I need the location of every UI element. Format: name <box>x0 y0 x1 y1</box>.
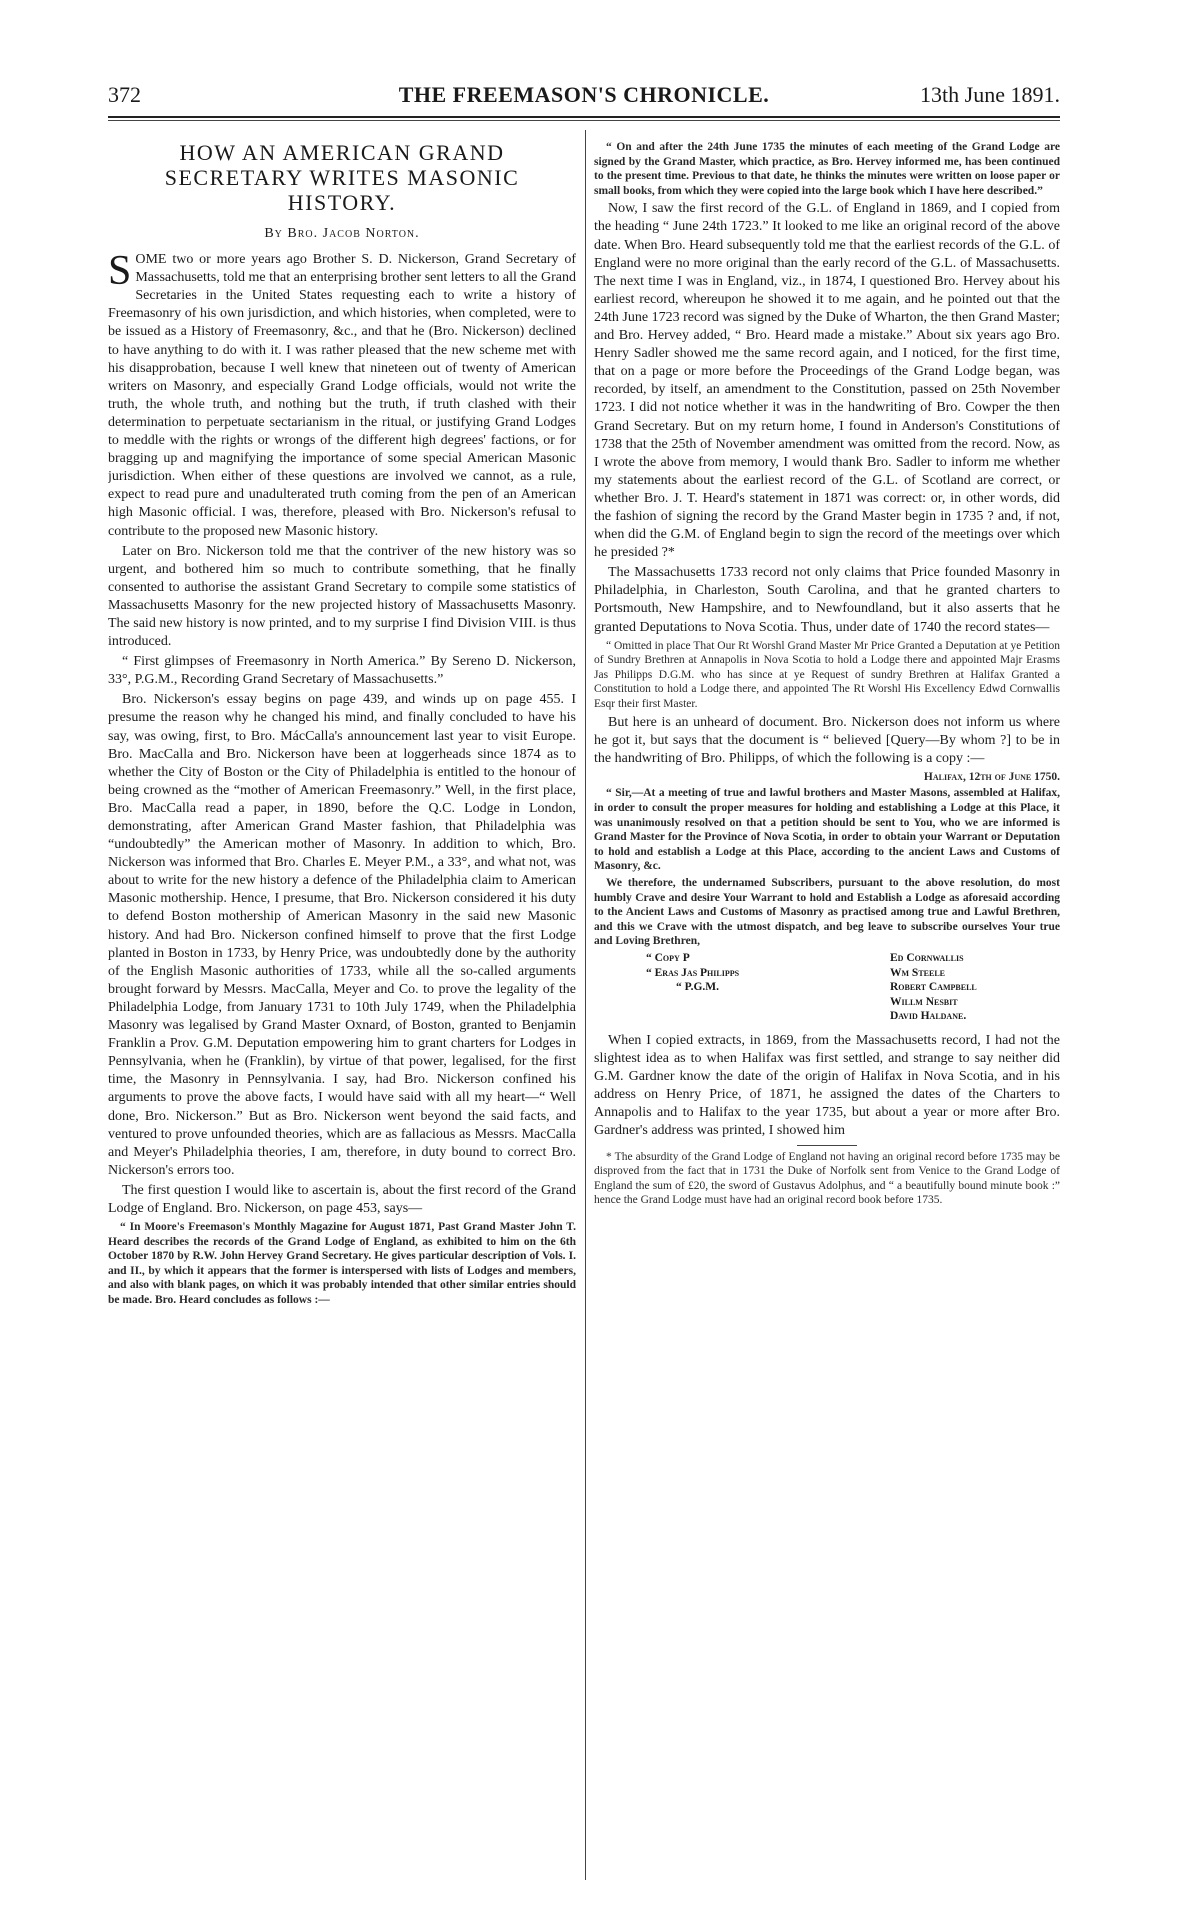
signature-philipps: “ Eras Jas Philipps <box>646 966 740 979</box>
subscriber-name: Willm Nesbit <box>890 995 958 1008</box>
article-byline: By Bro. Jacob Norton. <box>264 226 420 241</box>
signatures <box>606 951 1060 1024</box>
footnote-rule <box>797 1145 857 1146</box>
right-column <box>594 140 1060 1890</box>
paragraph: The first question I would like to ascertain is, about the first record of the Grand Lodge of England. Bro. Nickerson, on page 453, says— <box>108 1182 576 1216</box>
paragraph: The Massachusetts 1733 record not only claims that Price founded Masonry in Philadelphia, in Charleston, South Carolina, and that he granted charters to Portsmouth, New Hampshire, and to Newfoundland, but it also asserts that he granted Deputations to Nova Scotia. Thus, under date of 1740 the record states— <box>594 565 1060 635</box>
subscriber-name: David Haldane. <box>890 1010 967 1023</box>
paragraph: “ First glimpses of Freemasonry in North America.” By Sereno D. Nickerson, 33°, P.G.M., Recording Grand Secretary of Massachusetts.” <box>108 654 576 688</box>
drop-cap: S <box>108 248 132 295</box>
paragraph: SOME two or more years ago Brother S. D. Nickerson, Grand Secretary of Massachusetts, told me that an enterprising brother sent letters to all the Grand Secretaries in the United States requesting each to write a history of Freemasonry of his own jurisdiction, and which histories, when completed, were to be issued as a History of Freemasonry, &c., and that he (Bro. Nickerson) declined to have anything to do with it. I was rather pleased that the new scheme met with his disapprobation, because I well knew that nineteen out of twenty of American writers on Masonry, and especially Grand Lodge officials, would not write the truth, the whole truth, and nothing but the truth, if truth clashed with their determination to perpetuate sectarianism in the ritual, or justifying Grand Lodges to meddle with the rights or wrongs of the different high degrees' factions, or for bragging up and magnifying the importance of some special American Masonic jurisdiction. When either of these questions are involved we cannot, as a rule, expect to read pure and unadulterated truth coming from the pen of an American high Masonic official. I was, therefore, pleased with Bro. Nickerson's refusal to contribute to the proposed new Masonic history. <box>108 248 576 539</box>
page-number: 372 <box>108 82 141 107</box>
quotation: “ Omitted in place That Our Rt Worshl Grand Master Mr Price Granted a Deputation at ye Petition of Sundry Brethren at Annapolis in Nova Scotia to hold a Lodge there and appointed Majr Erasms Jas Philipps D.G.M. who has since at ye Request of sundry Brethren at Halifax Granted a Constitution to hold a Lodge there, and appointed The Rt Worshl His Excellency Edwd Cornwallis Esqr their first Master. <box>594 639 1060 710</box>
signature-copy: “ Copy P <box>646 952 690 964</box>
publication-title: THE FREEMASON'S CHRONICLE. <box>398 82 770 107</box>
subscriber-name: Ed Cornwallis <box>890 952 964 964</box>
signature-pgm: “ P.G.M. <box>676 981 720 994</box>
footnote: * The absurdity of the Grand Lodge of England not having an original record before 1735 may be disproved from the fact that in 1731 the Duke of Norfolk sent from Venice to the Grand Lodge of England the sum of £20, the sword of Gustavus Adolphus, and “ a beautifully bound minute book :” hence the Grand Lodge must have had an original record book before 1735. <box>594 1150 1060 1207</box>
header-rule <box>108 116 1060 118</box>
quotation: “ In Moore's Freemason's Monthly Magazine for August 1871, Past Grand Master John T. Heard describes the records of the Grand Lodge of England, as exhibited to him on the 6th October 1870 by R.W. John Hervey Grand Secretary. He gives particular description of Vols. I. and II., by which it appears that the former is interspersed with lists of Lodges and members, and also with blank pages, on which it was probably intended that other similar entries should be made. Bro. Heard concludes as follows :— <box>108 1221 576 1307</box>
column-divider <box>585 130 586 1880</box>
paragraph: Bro. Nickerson's essay begins on page 439, and winds up on page 455. I presume the reason why he changed his mind, and finally concluded to have his say, was owing, first, to Bro. MácCalla's announcement last year to visit Europe. Bro. MacCalla and Bro. Nickerson have been at loggerheads since 1874 as to whether the City of Boston or the City of Philadelphia is entitled to the honour of being crowned as the “mother of American Freemasonry.” Well, in the first place, Bro. MacCalla read a paper, in 1890, before the Q.C. Lodge in London, demonstrating, after American Grand Master fashion, that Philadelphia was “undoubtedly” the American mother of Masonry. In addition to which, Bro. Nickerson was informed that Bro. Charles E. Meyer P.M., a 33°, and what not, was about to write for the new history a defence of the Philadelphia claim to American Masonic mothership. Hence, I presume, that Bro. Nickerson considered it his duty to defend Boston mothership of American Masonry in the said new Masonic history. And had Bro. Nickerson confined himself to prove that the first Lodge planted in Boston in 1733, by Henry Price, was undoubtedly done by the authority of the English Masonic authorities of 1733, while all the so-called arguments brought forward by Messrs. MacCalla, Meyer and Co. to prove the legality of the Philadelphia Lodge, from January 1731 to 10th July 1749, when the Philadelphia Masonry was legalised by Grand Master Oxnard, of Boston, granted to Benjamin Franklin a Prov. G.M. Deputation empowering him to grant charters for Lodges in Pennsylvania, when he (Franklin), by virtue of that power, legalised, for the first time, the Masonry in Pennsylvania. I say, had Bro. Nickerson confined his arguments to prove the above facts, I would have said with all my heart—“ Well done, Bro. Nickerson.” But as Bro. Nickerson went beyond the said facts, and ventured to prove unfounded theories, which are as fallacious as Messrs. MacCalla and Meyer's Philadelphia theories, I am, therefore, in duty bound to correct Bro. Nickerson's errors too. <box>108 692 576 1178</box>
letter-text: We therefore, the undernamed Subscribers, pursuant to the above resolution, do most humbly Crave and desire Your Warrant to hold and Establish a Lodge as aforesaid according to the Ancient Laws and Customs of Masonry as practised among true and Lawful Brethren, and this we Crave with the utmost dispatch, and beg leave to subscribe ourselves Your true and Loving Brethren, <box>594 877 1060 948</box>
quotation: “ On and after the 24th June 1735 the minutes of each meeting of the Grand Lodge are signed by the Grand Master, which practice, as Bro. Hervey informed me, has been continued to the present time. Previous to that date, he thinks the minutes were written on loose paper or small books, from which they were copied into the large book which I have here described.” <box>594 141 1060 197</box>
paragraph: When I copied extracts, in 1869, from the Massachusetts record, I had not the slightest idea as to when Halifax was first settled, and strange to say neither did G.M. Gardner know the date of the origin of Halifax in Nova Scotia, and in his address on Henry Price, of 1871, he assigned the dates of the Charters to Annapolis and to Halifax to the year 1735, but about a year or more after Bro. Gardner's address was printed, I showed him <box>594 1032 1060 1139</box>
subscriber-name: Robert Campbell <box>890 981 977 994</box>
subscriber-name: Wm Steele <box>890 966 946 979</box>
letter-text: “ Sir,—At a meeting of true and lawful brothers and Master Masons, assembled at Halifax, in order to consult the proper measures for holding and establishing a Lodge at this Place, it was unanimously resolved on that a petition should be sent to You, who we are informed is Grand Master for the Province of Nova Scotia, in order to obtain your Warrant or Deputation to hold and establish a Lodge at this Place, according to the ancient Laws and Customs of Masonry, &c. <box>594 787 1060 873</box>
left-column <box>108 140 576 1890</box>
paragraph: Now, I saw the first record of the G.L. of England in 1869, and I copied from the heading “ June 24th 1723.” It looked to me like an original record of the above date. When Bro. Heard subsequently told me that the earliest records of the G.L. of England were no more original than the early record of the G.L. of Massachusetts. The next time I was in England, viz., in 1874, I questioned Bro. Hervey about his earliest record, whereupon he showed it to me again, and he pointed out that the 24th June 1723 record was signed by the Duke of Wharton, the then Grand Master; and Bro. Hervey added, “ Bro. Heard made a mistake.” About six years ago Bro. Henry Sadler showed me the same record again, and I noticed, for the first time, that on a page or more before the Proceedings of the Grand Lodge began, was recorded, by itself, an amendment to the Constitution, passed on 25th November 1723. I did not notice whether it was in the handwriting of Bro. Cowper the then Grand Secretary. But on my return home, I found in Anderson's Constitutions of 1738 that the 25th of November amendment was omitted from the record. Now, as I wrote the above from memory, I would thank Bro. Sadler to inform me whether my statements about the earliest record of the G.L. of Scotland are correct, or whether Bro. J. T. Heard's statement in 1871 was correct: or, in other words, did the fashion of signing the record by the Grand Master begin in 1735 ? and, if not, when did the G.M. of England begin to sign the record of the meetings over which he presided ?* <box>594 201 1060 561</box>
letter-place-date: Halifax, 12th of June 1750. <box>923 770 1060 783</box>
article-title: HOW AN AMERICAN GRAND SECRETARY WRITES MASONIC HISTORY. <box>164 140 520 215</box>
header-rule-thin <box>108 120 1060 121</box>
paragraph: Later on Bro. Nickerson told me that the contriver of the new history was so urgent, and bothered him so much to contribute something, that he finally consented to authorise the assistant Grand Secretary to compile some statistics of Massachusetts Masonry for the new projected history of Massachusetts Masonry. The said new history is now printed, and to my surprise I find Division VIII. is thus introduced. <box>108 543 576 650</box>
issue-date: 13th June 1891. <box>920 82 1060 107</box>
paragraph: But here is an unheard of document. Bro. Nickerson does not inform us where he got it, but says that the document is “ believed [Query—By whom ?] to be in the handwriting of Bro. Philipps, of which the following is a copy :— <box>594 714 1060 766</box>
